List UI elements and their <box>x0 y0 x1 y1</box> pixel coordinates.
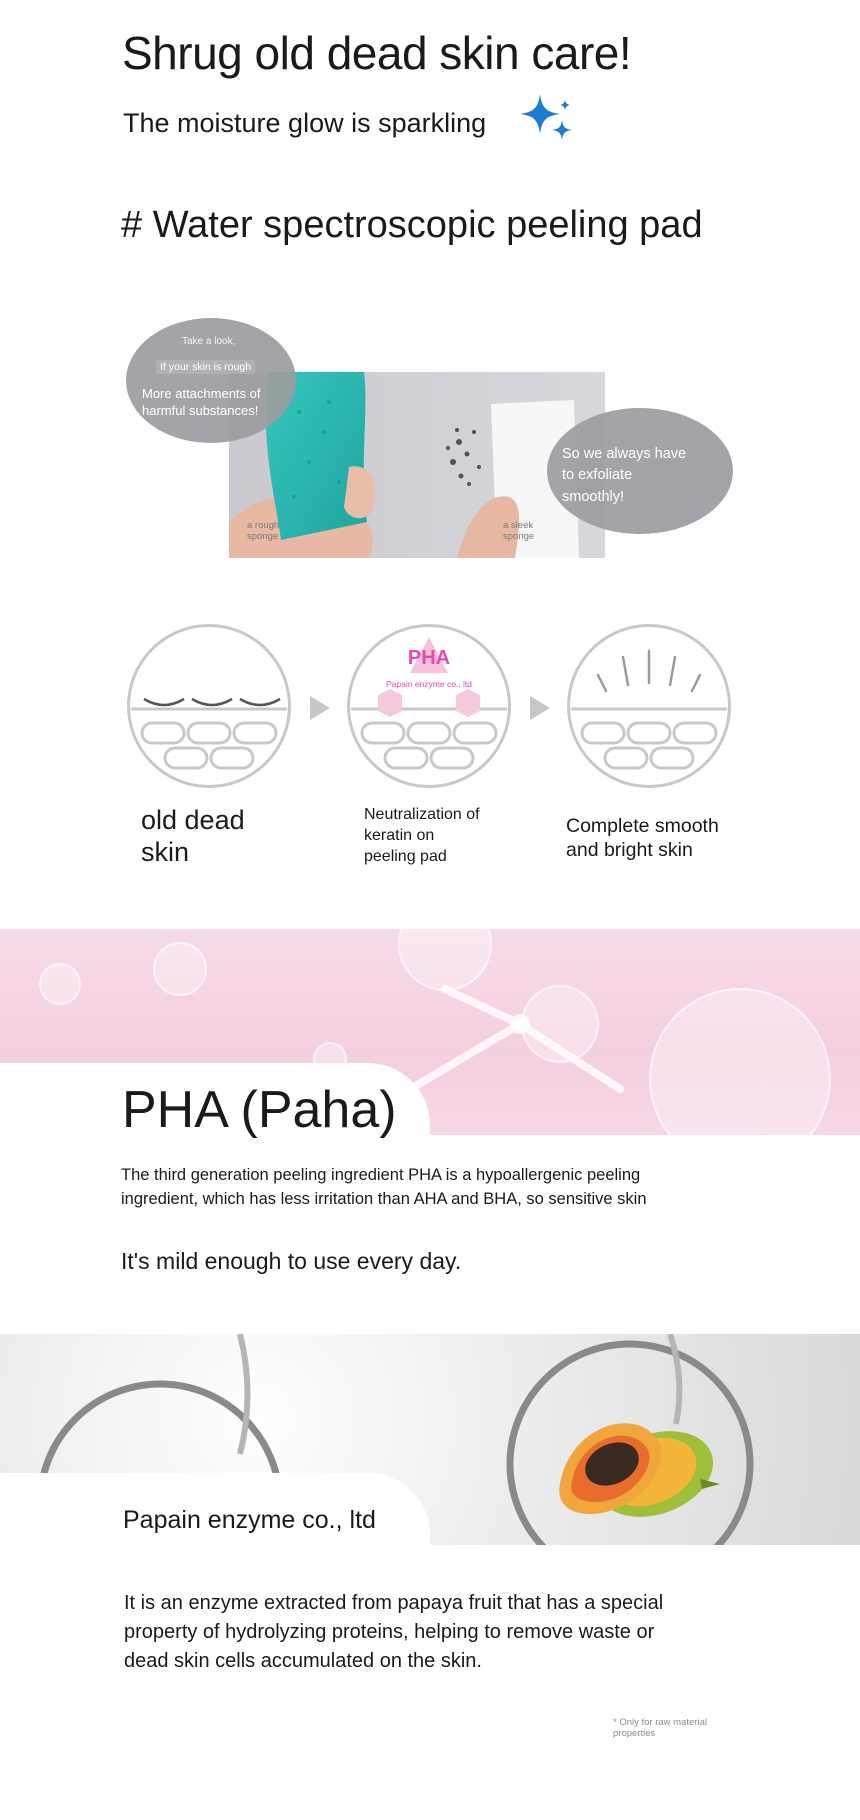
step2-line: peeling pad <box>364 848 447 865</box>
skin-circle-dead-skin <box>127 624 291 788</box>
pha-sublabel: Papain enzyme co., ltd <box>386 679 472 689</box>
step2-line: Neutralization of <box>364 806 480 823</box>
step1-line: skin <box>141 837 190 867</box>
papain-title: Papain enzyme co., ltd <box>123 1506 376 1534</box>
bubble-line: More attachments of <box>142 386 261 401</box>
rough-sponge-caption-2: sponge <box>247 531 279 542</box>
step2-caption <box>364 804 480 867</box>
section-heading: # Water spectroscopic peeling pad <box>121 204 703 246</box>
sparkle-icon <box>518 92 578 148</box>
papaya-icon <box>559 1416 725 1532</box>
right-speech-bubble <box>547 408 733 534</box>
step3-line: and bright skin <box>566 839 693 861</box>
step1-caption <box>141 804 245 868</box>
sleek-sponge-caption: a sleek <box>503 520 534 531</box>
bubble-line: Take a look, <box>182 336 236 347</box>
pha-description: The third generation peeling ingredient PHA is a hypoallergenic peeling ingredient, which has less irritation than AHA and BHA, so sensitive skin <box>121 1166 647 1208</box>
bubble-line: harmful substances! <box>142 403 259 418</box>
step3-caption <box>566 814 719 862</box>
page-subtitle: The moisture glow is sparkling <box>123 108 487 138</box>
bubble-line: to exfoliate <box>562 467 633 483</box>
skin-circle-pha <box>347 624 511 788</box>
dead-skin-diagram <box>130 627 288 785</box>
pha-mild-text: It's mild enough to use every day. <box>121 1248 462 1274</box>
pha-title: PHA (Paha) <box>122 1081 397 1139</box>
page-title: Shrug old dead skin care! <box>122 27 632 79</box>
step1-line: old dead <box>141 805 245 835</box>
bubble-line: smoothly! <box>562 489 625 505</box>
step3-line: Complete smooth <box>566 815 719 837</box>
bubble-line: So we always have <box>562 446 687 462</box>
smooth-skin-diagram <box>570 627 728 785</box>
pha-label: PHA <box>407 647 451 669</box>
raw-material-footnote: * Only for raw material properties <box>613 1717 707 1739</box>
rough-sponge-caption: a rough <box>247 520 280 531</box>
papain-description: It is an enzyme extracted from papaya fruit that has a special property of hydrolyzing proteins, helping to remove waste or dead skin cells accumulated on the skin. <box>124 1592 664 1672</box>
bubble-line: If your skin is rough <box>156 360 255 374</box>
arrow-right-icon <box>530 696 550 720</box>
sleek-sponge-caption-2: sponge <box>503 531 535 542</box>
skin-circle-smooth <box>567 624 731 788</box>
left-speech-bubble <box>126 318 296 443</box>
step2-line: keratin on <box>364 827 435 844</box>
arrow-right-icon <box>310 696 330 720</box>
